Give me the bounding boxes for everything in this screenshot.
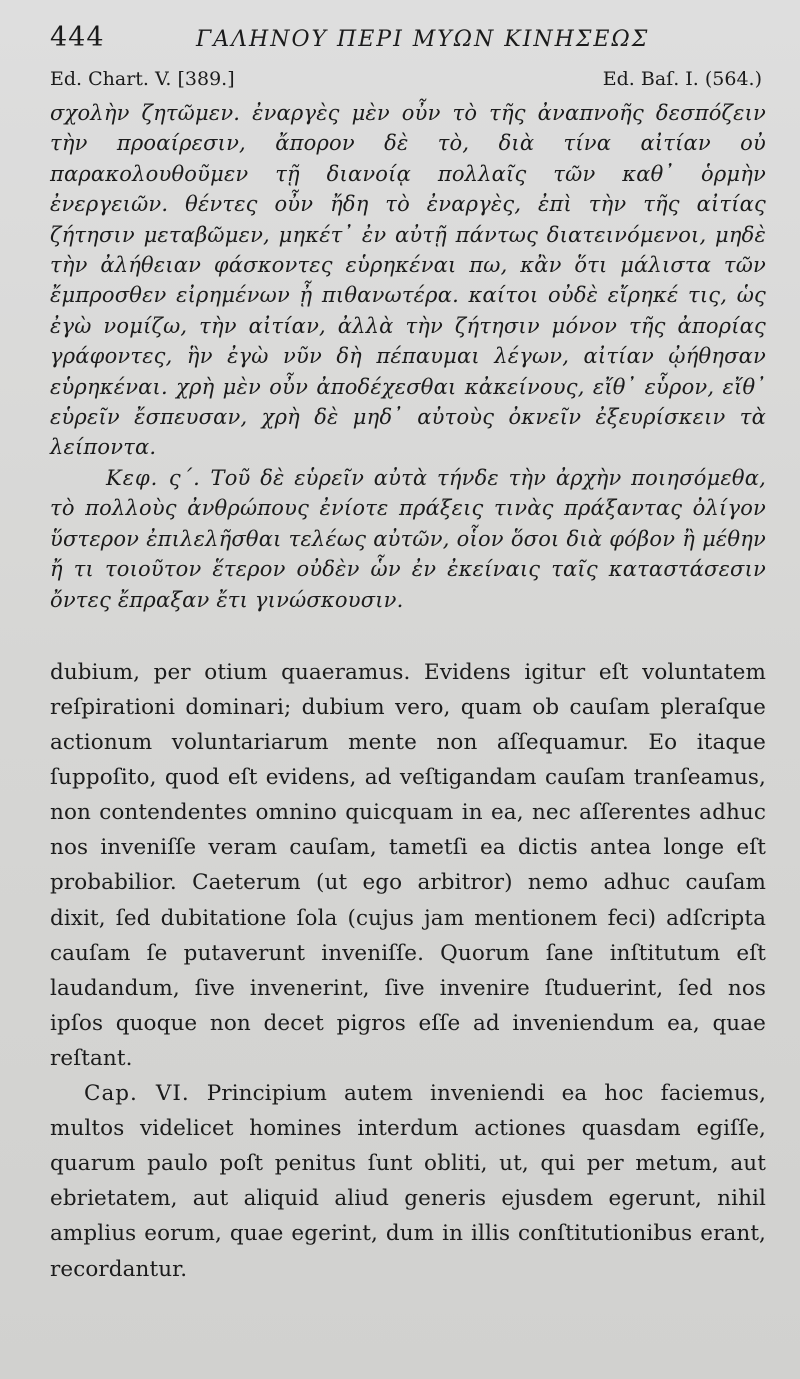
latin-text-block [50, 655, 766, 1287]
greek-chapter-label: Κεφ. ς΄. [106, 465, 201, 490]
latin-paragraph-2-text: Principium autem inveniendi ea hoc faciemus, multos videlicet homines interdum actiones quasdam egiſſe, quarum paulo poſt penitus ſunt obliti, ut, qui per metum, aut ebrietatem, aut aliquid aliud generis ejusdem egerunt, nihil amplius eorum, quae egerint, dum in illis conſtitutionibus erant, recordantur. [50, 1081, 767, 1282]
greek-paragraph-2-text: Τοῦ δὲ εὑρεῖν αὐτὰ τήνδε τὴν ἀρχὴν ποιησόμεθα, τὸ πολλοὺς ἀνθρώπους ἐνίοτε πράξεις τινὰς πράξαντας ὀλίγον ὕστερον ἐπιλελῆσθαι τελέως αὐτῶν, οἷον ὅσοι διὰ φόβον ἢ μέθην ἤ τι τοιοῦτον ἕτερον οὐδὲν ὧν ἐν ἐκείναις ταῖς καταστάσεσιν ὄντες ἔπραξαν ἔτι γινώσκουσιν. [50, 465, 766, 612]
page-number: 444 [50, 22, 105, 53]
greek-text-block [50, 98, 766, 615]
running-title: ΓΑΛΗΝΟΥ ΠΕΡΙ ΜΥΩΝ ΚΙΝΗΣΕΩΣ [196, 27, 650, 52]
greek-paragraph-1: σχολὴν ζητῶμεν. ἐναργὲς μὲν οὖν τὸ τῆς ἀναπνοῆς δεσπόζειν τὴν προαίρεσιν, ἄπορον δὲ τὸ, διὰ τίνα αἰτίαν οὐ παρακολουθοῦμεν τῇ διανοίᾳ πολλαῖς τῶν καθ᾽ ὁρμὴν ἐνεργειῶν. θέντες οὖν ἤδη τὸ ἐναργὲς, ἐπὶ τὴν τῆς αἰτίας ζήτησιν μεταβῶμεν, μηκέτ᾽ ἐν αὐτῇ πάντως διατεινόμενοι, μηδὲ τὴν ἀλήθειαν φάσκοντες εὑρηκέναι πω, κἂν ὅτι μάλιστα τῶν ἔμπροσθεν εἰρημένων ᾖ πιθανωτέρα. καίτοι οὐδὲ εἴρηκέ τις, ὡς ἐγὼ νομίζω, τὴν αἰτίαν, ἀλλὰ τὴν ζήτησιν μόνον τῆς ἀπορίας γράφοντες, ἣν ἐγὼ νῦν δὴ πέπαυμαι λέγων, αἰτίαν ᾠήθησαν εὑρηκέναι. χρὴ μὲν οὖν ἀποδέχεσθαι κἀκείνους, εἴθ᾽ εὗρον, εἴθ᾽ εὑρεῖν ἔσπευσαν, χρὴ δὲ μηδ᾽ αὐτοὺς ὀκνεῖν ἐξευρίσκειν τὰ λείποντα. [50, 101, 766, 460]
latin-paragraph-2 [50, 1076, 766, 1287]
running-head [50, 22, 766, 66]
latin-paragraph-1: dubium, per otium quaeramus. Evidens igitur eſt voluntatem reſpirationi dominari; dubium vero, quam ob cauſam pleraſque actionum voluntariarum mente non aſſequamur. Eo itaque ſuppoſito, quod eſt evidens, ad veſtigandam cauſam tranſeamus, non contendentes omnino quicquam in ea, nec aſſerentes adhuc nos inveniſſe veram cauſam, tametſi ea dictis antea longe eſt probabilior. Caeterum (ut ego arbitror) nemo adhuc cauſam dixit, ſed dubitatione ſola (cujus jam mentionem feci) adſcripta cauſam ſe putaverunt inveniſſe. Quorum ſane inſtitutum eſt laudandum, ſive invenerint, ſive invenire ſtuduerint, ſed nos ipſos quoque non decet pigros eſſe ad inveniendum ea, quae reſtant. [50, 659, 766, 1071]
greek-paragraph-2 [50, 463, 766, 615]
edition-basel-ref: Ed. Baſ. I. (564.) [602, 68, 762, 90]
latin-chapter-label: Cap. VI. [84, 1081, 190, 1107]
edition-line [50, 68, 766, 96]
edition-chartier-ref: Ed. Chart. V. [389.] [50, 68, 235, 90]
